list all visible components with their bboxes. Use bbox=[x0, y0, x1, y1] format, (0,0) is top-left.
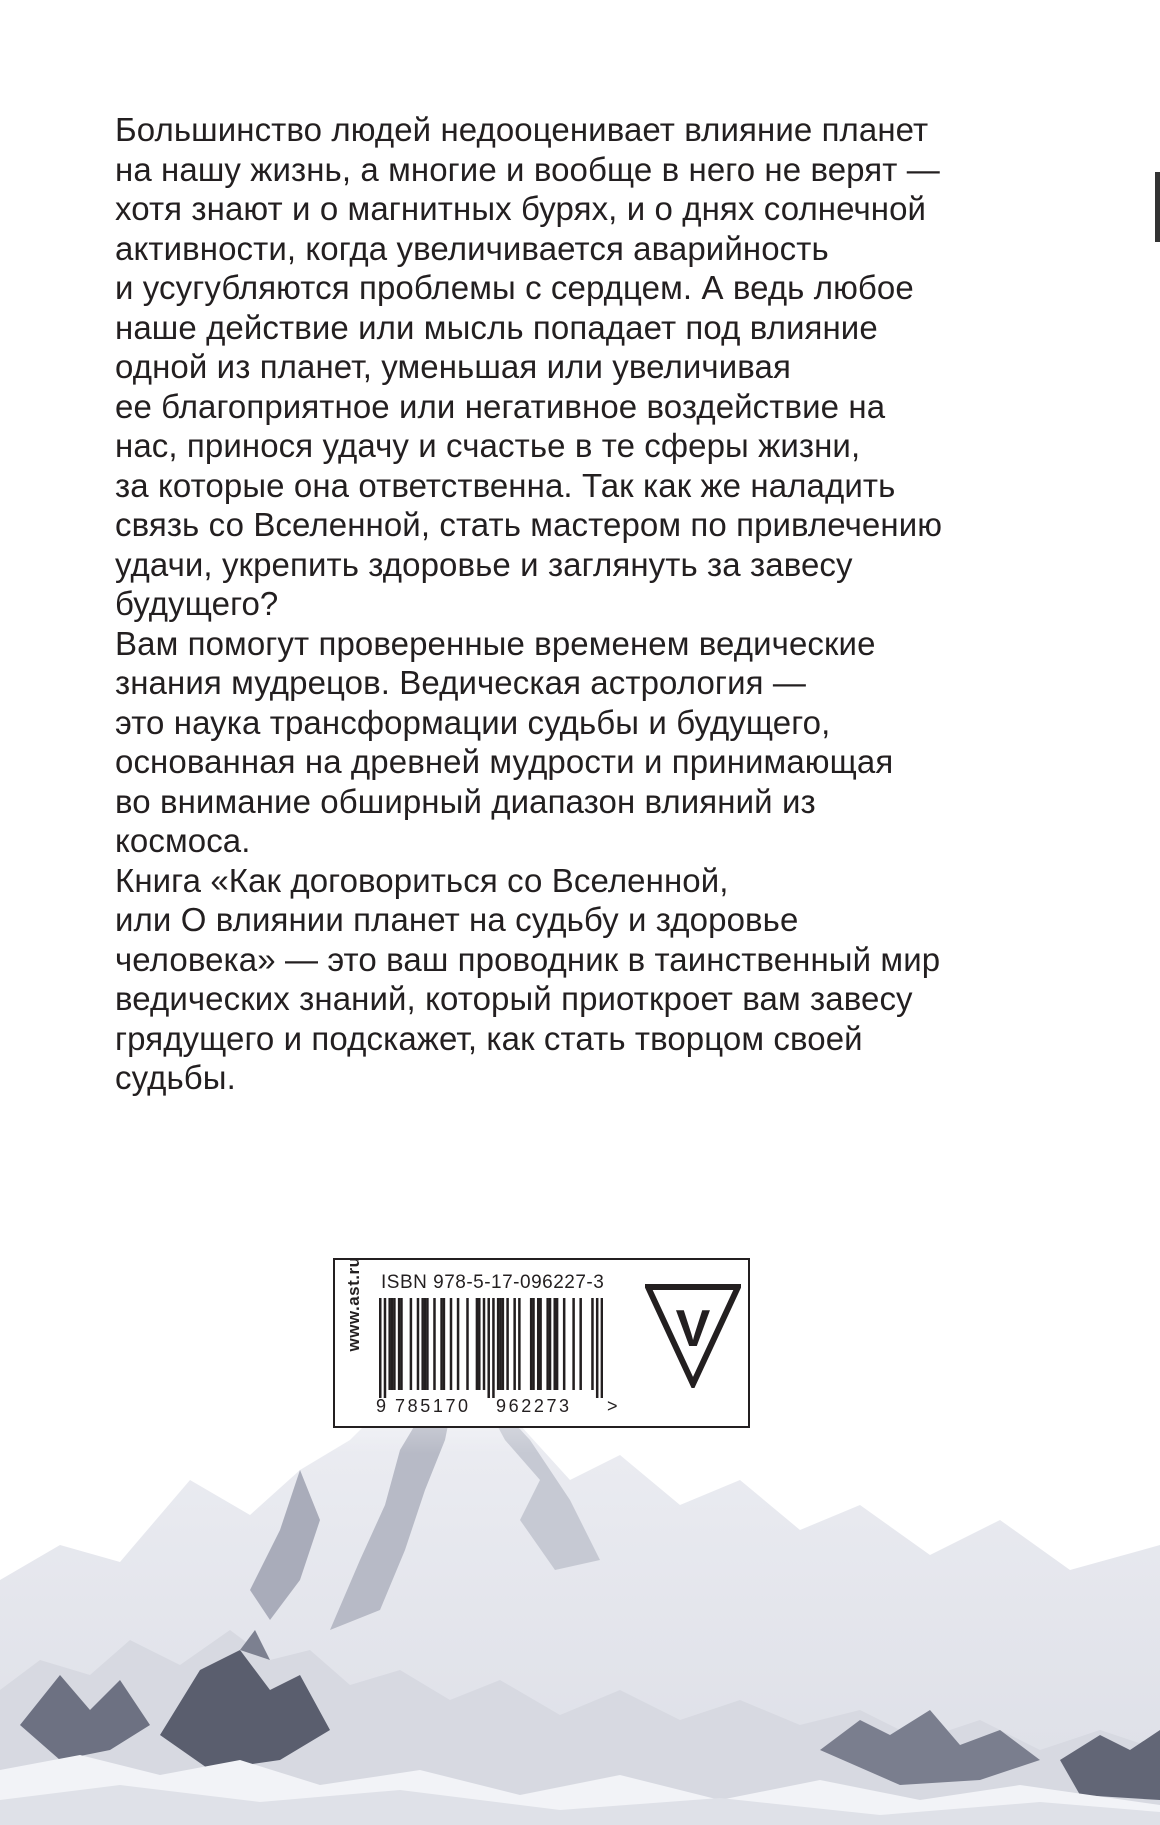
barcode-bar bbox=[532, 1298, 535, 1390]
blurb-paragraph-3 bbox=[115, 861, 1015, 1098]
blurb-line: Книга «Как договориться со Вселенной, bbox=[115, 861, 729, 899]
barcode-bar bbox=[596, 1298, 599, 1398]
barcode-bar bbox=[483, 1298, 486, 1390]
barcode-bar bbox=[539, 1298, 542, 1390]
barcode-bar bbox=[513, 1298, 516, 1390]
barcode-bar bbox=[502, 1298, 505, 1390]
blurb-line: грядущего и подскажет, как стать творцом своей bbox=[115, 1019, 863, 1057]
barcode-bar bbox=[379, 1298, 382, 1398]
blurb-line: ее благоприятное или негативное воздействие на bbox=[115, 387, 886, 425]
barcode-bar bbox=[499, 1298, 502, 1390]
barcode-bar bbox=[476, 1298, 479, 1390]
barcode-bar bbox=[487, 1298, 490, 1398]
blurb-line: знания мудрецов. Ведическая астрология — bbox=[115, 664, 806, 701]
publisher-website: www.ast.ru bbox=[344, 1256, 363, 1352]
blurb-line: основанная на древней мудрости и принимающая bbox=[115, 743, 894, 780]
barcode-bar bbox=[417, 1298, 420, 1390]
blurb-line: наше действие или мысль попадает под влияние bbox=[115, 308, 878, 346]
blurb-line: нас, принося удачу и счастье в те сферы жизни, bbox=[115, 427, 861, 464]
ean-lead-digit: 9 bbox=[376, 1396, 387, 1416]
barcode-bar bbox=[443, 1298, 446, 1390]
barcode-bar bbox=[591, 1298, 594, 1390]
blurb-line: активности, когда увеличивается аварийность bbox=[115, 229, 829, 267]
blurb-line: Вам помогут проверенные временем ведические bbox=[115, 624, 876, 662]
barcode-bar bbox=[572, 1298, 575, 1390]
blurb-line: человека» — это ваш проводник в таинственный мир bbox=[115, 940, 941, 978]
barcode-bar bbox=[426, 1298, 429, 1390]
blurb-line: связь со Вселенной, стать мастером по привлечению bbox=[115, 506, 943, 543]
barcode-bar bbox=[556, 1298, 559, 1390]
blurb-line: на нашу жизнь, а многие и вообще в него не верят — bbox=[115, 150, 940, 188]
barcode-bar bbox=[537, 1298, 540, 1390]
blurb-line: Большинство людей недооценивает влияние планет bbox=[115, 111, 929, 148]
ean-digits-left: 785170 bbox=[395, 1396, 471, 1416]
blurb-text bbox=[115, 110, 1015, 1098]
barcode-bar bbox=[518, 1298, 521, 1390]
barcode-bar bbox=[530, 1298, 533, 1390]
blurb-line: это наука трансформации судьбы и будущего, bbox=[115, 703, 831, 741]
blurb-line: удачи, укрепить здоровье и заглянуть за завесу bbox=[115, 545, 853, 583]
blurb-line: хотя знают и о магнитных бурях, и о днях солнечной bbox=[115, 190, 927, 227]
barcode-bar bbox=[457, 1298, 460, 1390]
barcode-bars bbox=[379, 1298, 603, 1398]
barcode-bar bbox=[492, 1298, 495, 1398]
ean-digits-right: 962273 bbox=[496, 1396, 572, 1416]
blurb-line: судьбы. bbox=[115, 1059, 236, 1096]
barcode-bar bbox=[421, 1298, 424, 1390]
barcode-bar bbox=[440, 1298, 443, 1390]
isbn-label: ISBN 978-5-17-096227-3 bbox=[381, 1272, 605, 1293]
blurb-paragraph-2 bbox=[115, 624, 1015, 861]
barcode-bar bbox=[506, 1298, 509, 1390]
barcode-panel bbox=[333, 1258, 750, 1428]
barcode-bar bbox=[549, 1298, 552, 1390]
barcode-bar bbox=[384, 1298, 387, 1398]
barcode-bar bbox=[424, 1298, 427, 1390]
barcode-bar bbox=[391, 1298, 394, 1390]
blurb-line: за которые она ответственна. Так как же наладить bbox=[115, 466, 896, 504]
ean-end-marker: > bbox=[607, 1396, 618, 1416]
barcode-bar bbox=[410, 1298, 413, 1390]
barcode-bar bbox=[601, 1298, 603, 1398]
barcode-bar bbox=[393, 1298, 396, 1390]
barcode-bar bbox=[400, 1298, 403, 1390]
barcode-bar bbox=[398, 1298, 401, 1390]
age-rating-triangle-icon bbox=[645, 1284, 741, 1388]
barcode-bar bbox=[563, 1298, 566, 1390]
blurb-line: и усугубляются проблемы с сердцем. А ведь любое bbox=[115, 269, 914, 306]
edge-mark bbox=[1155, 172, 1160, 242]
barcode-bar bbox=[478, 1298, 481, 1390]
blurb-line: космоса. bbox=[115, 822, 251, 859]
barcode-bar bbox=[466, 1298, 469, 1390]
blurb-line: будущего? bbox=[115, 585, 279, 622]
blurb-line: одной из планет, уменьшая или увеличивая bbox=[115, 348, 791, 385]
barcode-bar bbox=[450, 1298, 453, 1390]
barcode-bar bbox=[497, 1298, 500, 1390]
barcode-bar bbox=[388, 1298, 391, 1390]
barcode-bar bbox=[579, 1298, 582, 1390]
blurb-line: ведических знаний, который приоткроет вам завесу bbox=[115, 980, 913, 1017]
blurb-paragraph-1 bbox=[115, 110, 1015, 624]
barcode-bar bbox=[546, 1298, 549, 1390]
barcode-bar bbox=[553, 1298, 556, 1390]
age-rating-letter: V bbox=[675, 1300, 711, 1358]
barcode-bar bbox=[433, 1298, 436, 1390]
blurb-line: или О влиянии планет на судьбу и здоровье bbox=[115, 901, 799, 938]
blurb-line: во внимание обширный диапазон влияний из bbox=[115, 782, 816, 820]
